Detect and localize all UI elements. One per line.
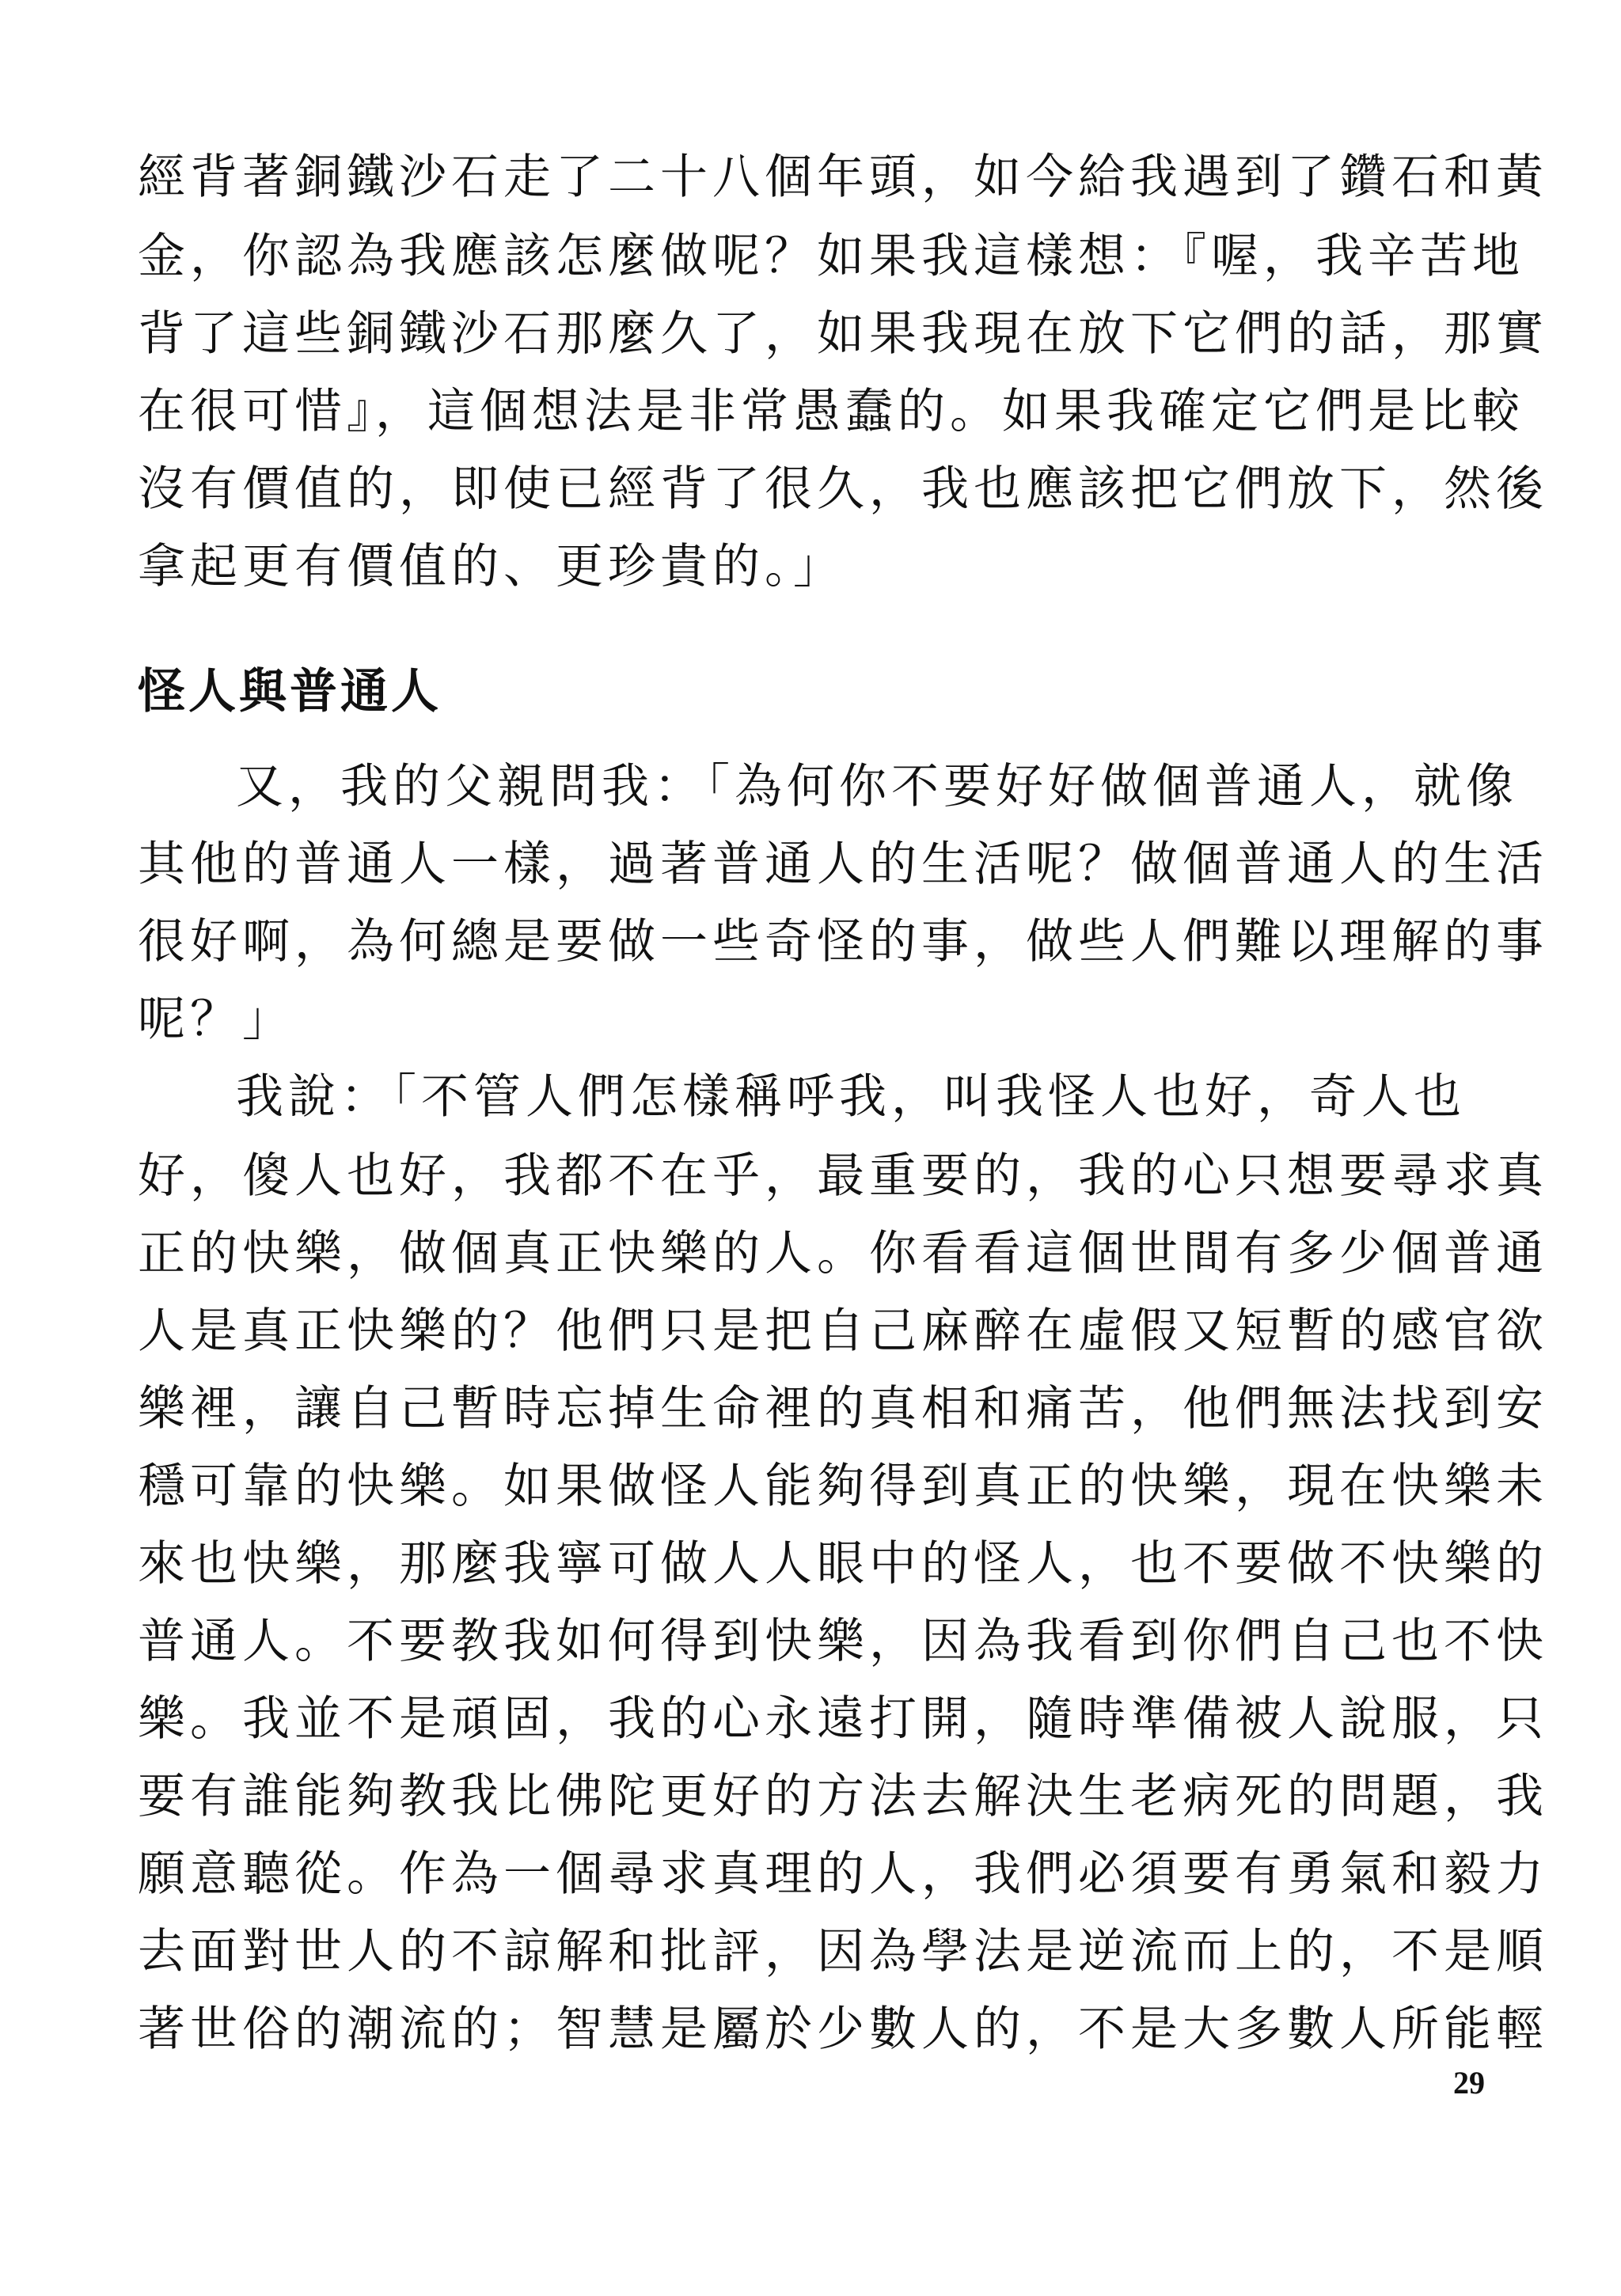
page-number: 29 bbox=[1453, 2065, 1485, 2101]
section-heading: 怪人與普通人 bbox=[138, 664, 442, 719]
document-page: 經背著銅鐵沙石走了二十八個年頭，如今給我遇到了鑽石和黃 金，你認為我應該怎麼做呢？如果我這樣想：『喔，我辛苦地 背了這些銅鐵沙石那麼久了，如果我現在放下它們的話，那實 在很可惜』，這個想法是非常愚蠢的。如果我確定它們是比較 沒有價值的，即使已經背了很久，我也應該把它們放下，然後 拿起更有價值的、更珍貴的。」 怪人與普通人 又，我的父親問我：「為何你不要好好做個普通人，就像 其他的普通人一樣，過著普通人的生活呢？做個普通人的生活 很好啊，為何總是要做一些奇怪的事，做些人們難以理解的事 呢？」 我說：「不管人們怎樣稱呼我，叫我怪人也好，奇人也 好，傻人也好，我都不在乎，最重要的，我的心只想要尋求真 正的快樂，做個真正快樂的人。你看看這個世間有多少個普通 人是真正快樂的？他們只是把自己麻醉在虛假又短暫的感官欲 樂裡，讓自己暫時忘掉生命裡的真相和痛苦，他們無法找到安 穩可靠的快樂。如果做怪人能夠得到真正的快樂，現在快樂未 來也快樂，那麼我寧可做人人眼中的怪人，也不要做不快樂的 普通人。不要教我如何得到快樂，因為我看到你們自己也不快 樂。我並不是頑固，我的心永遠打開，隨時準備被人說服，只 要有誰能夠教我比佛陀更好的方法去解決生老病死的問題，我 願意聽從。作為一個尋求真理的人，我們必須要有勇氣和毅力 去面對世人的不諒解和批評，因為學法是逆流而上的，不是順 著世俗的潮流的；智慧是屬於少數人的，不是大多數人所能輕 29 bbox=[0, 0, 1621, 2296]
